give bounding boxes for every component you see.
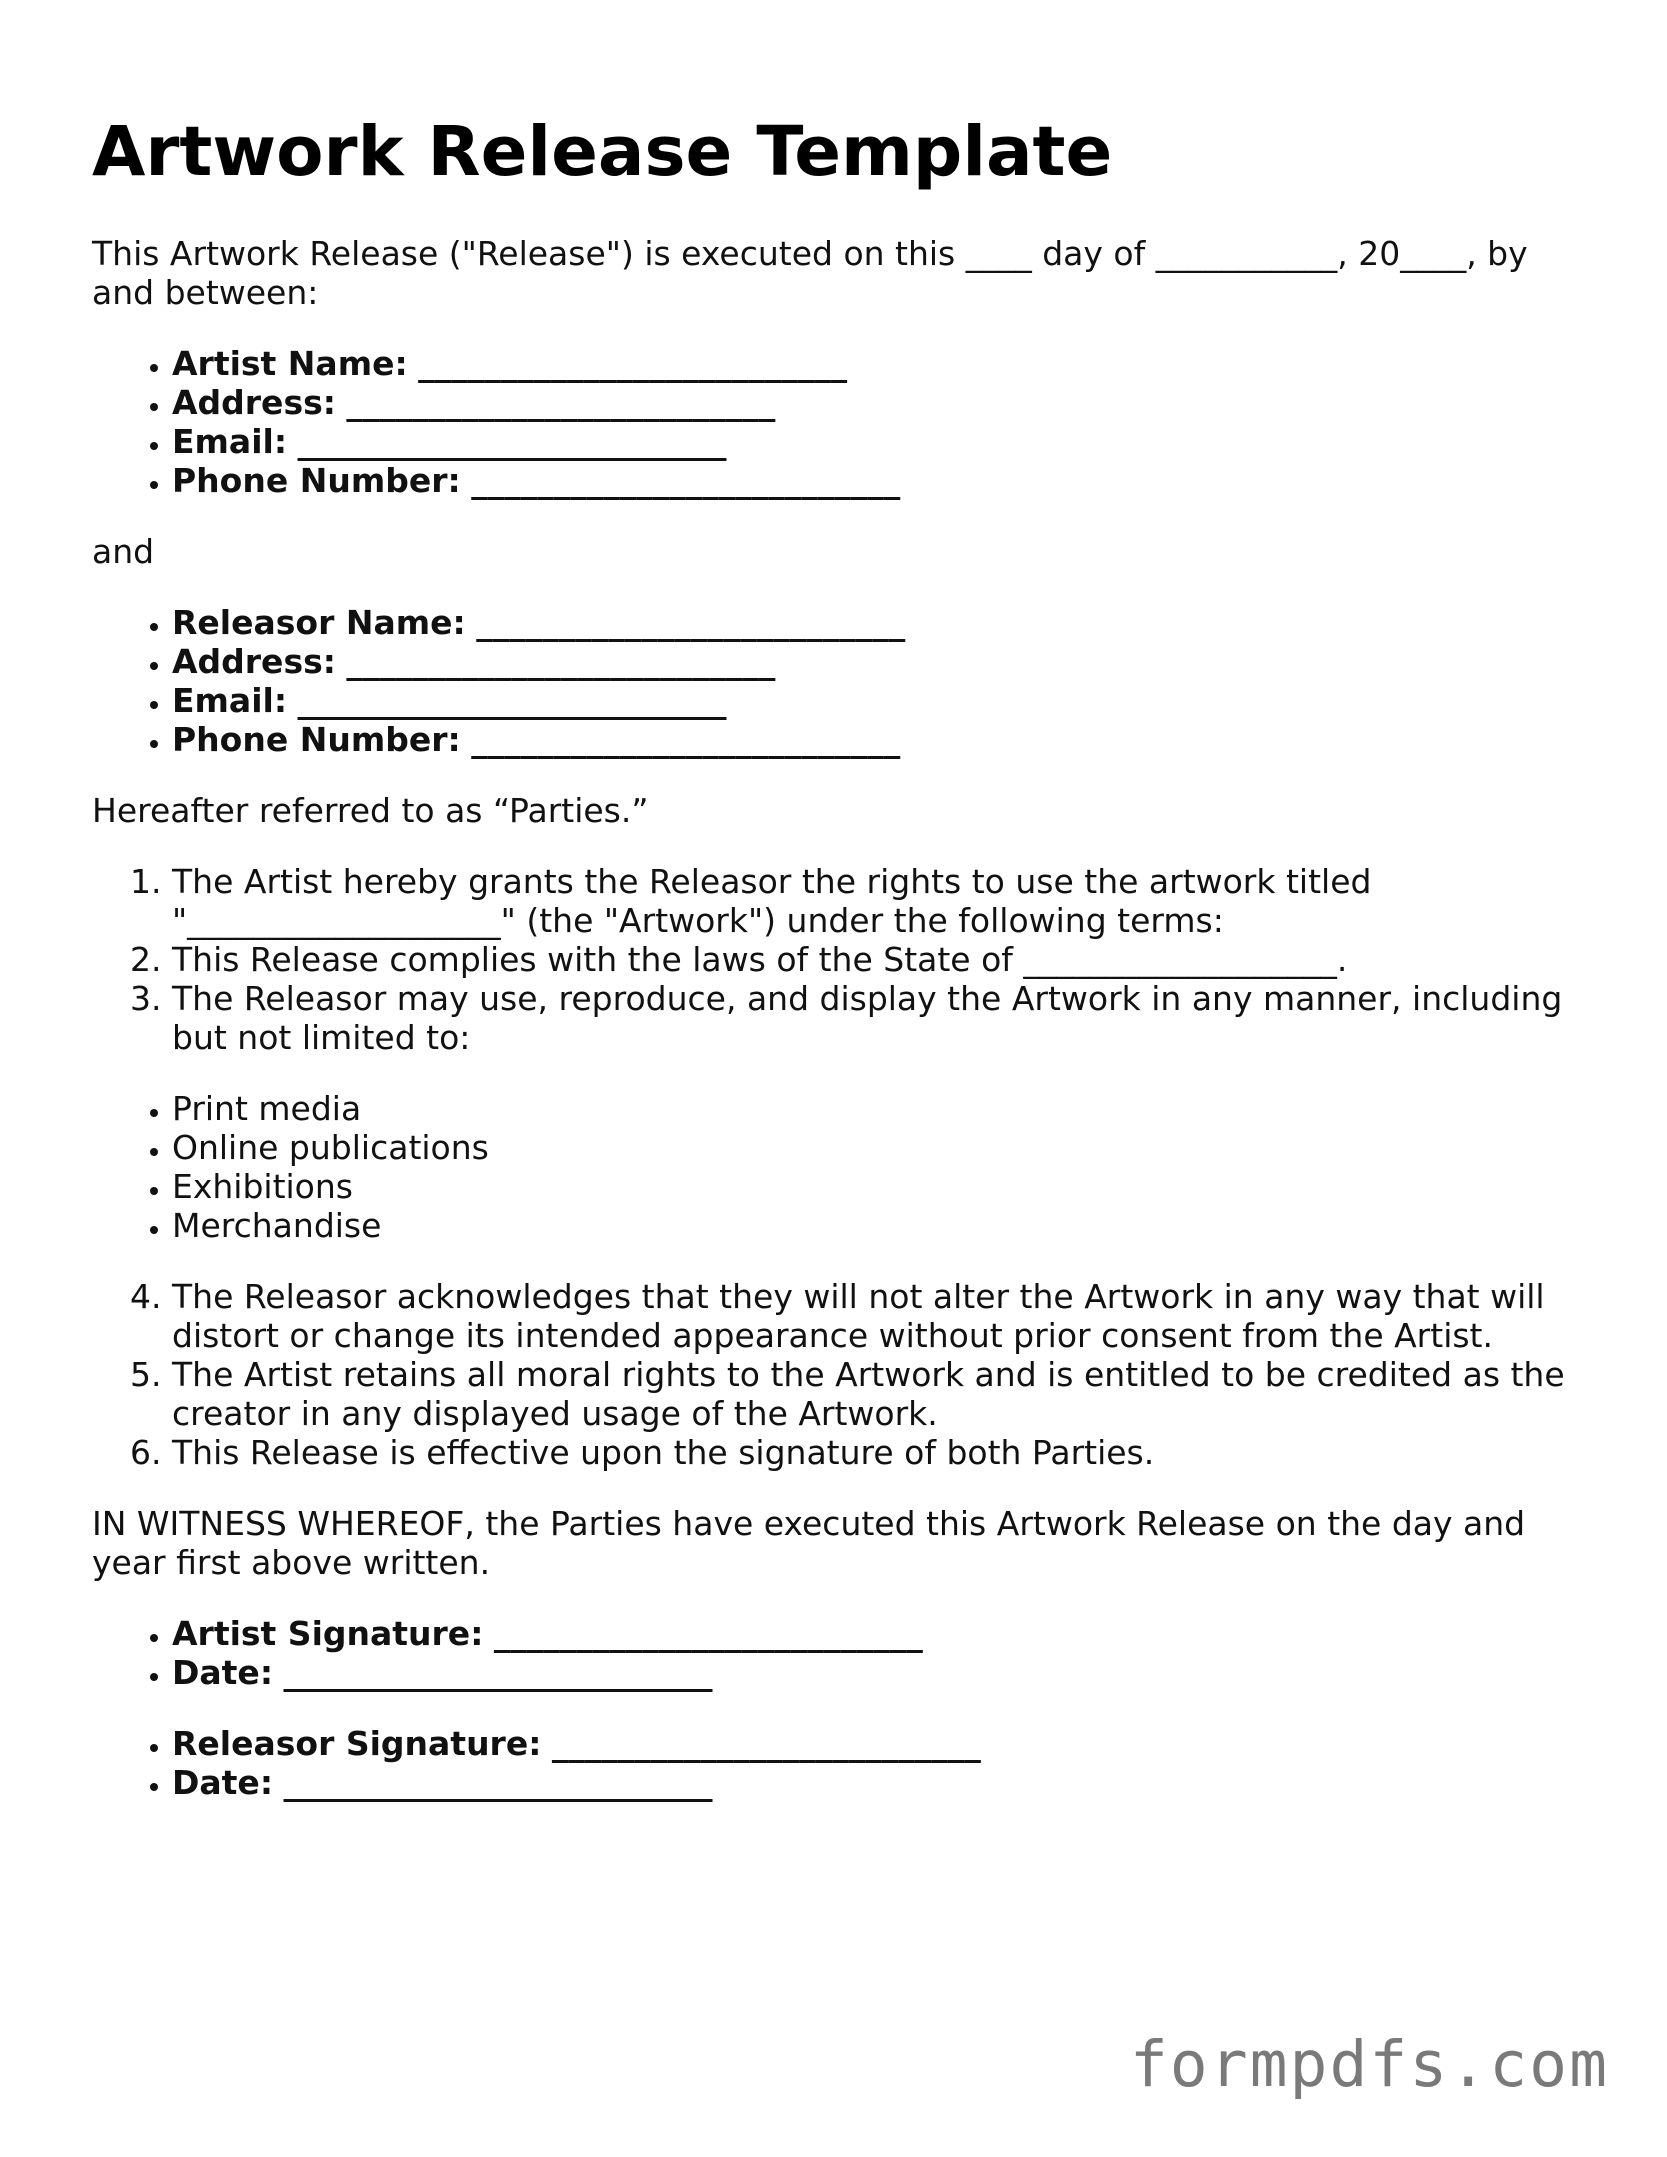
- use-item: • Print media: [172, 1089, 1592, 1128]
- artist-details-list: [92, 344, 1592, 500]
- term-item: 3. The Releasor may use, reproduce, and display the Artwork in any manner, including but not limited to:: [172, 979, 1592, 1057]
- term-item: 2. This Release complies with the laws of the State of ___________________.: [172, 940, 1592, 979]
- field-blank: __________________________: [283, 1653, 713, 1692]
- terms-list-first: [92, 862, 1592, 1057]
- term-item: 5. The Artist retains all moral rights to the Artwork and is entitled to be credited as the creator in any displayed usage of the Artwork.: [172, 1355, 1592, 1433]
- field-label: Phone Number:: [172, 720, 461, 759]
- releasor-name-item: [172, 603, 1592, 642]
- field-blank: __________________________: [471, 720, 901, 759]
- field-label: Date:: [172, 1763, 274, 1802]
- uses-list: [92, 1089, 1592, 1245]
- releasor-details-list: [92, 603, 1592, 759]
- artist-date-item: [172, 1653, 1592, 1692]
- releasor-address-item: [172, 642, 1592, 681]
- artist-phone-item: [172, 461, 1592, 500]
- and-text: and: [92, 532, 155, 571]
- field-label: Releasor Signature:: [172, 1724, 542, 1763]
- releasor-date-item: [172, 1763, 1592, 1802]
- intro-paragraph: This Artwork Release ("Release") is executed on this ____ day of ___________, 20____, by and between:: [92, 234, 1528, 312]
- field-blank: __________________________: [493, 1614, 923, 1653]
- field-blank: __________________________: [476, 603, 906, 642]
- use-item: • Exhibitions: [172, 1167, 1592, 1206]
- field-label: Artist Signature:: [172, 1614, 484, 1653]
- document-page: [92, 112, 1592, 1834]
- field-label: Email:: [172, 681, 288, 720]
- field-label: Artist Name:: [172, 344, 408, 383]
- term-item: 4. The Releasor acknowledges that they will not alter the Artwork in any way that will distort or change its intended appearance without prior consent from the Artist.: [172, 1277, 1592, 1355]
- artist-signature-list: [92, 1614, 1592, 1692]
- field-blank: __________________________: [346, 642, 776, 681]
- field-blank: __________________________: [346, 383, 776, 422]
- field-label: Releasor Name:: [172, 603, 466, 642]
- artist-signature-item: [172, 1614, 1592, 1653]
- terms-list-second: [92, 1277, 1592, 1472]
- field-blank: __________________________: [551, 1724, 981, 1763]
- field-blank: __________________________: [297, 422, 727, 461]
- field-blank: __________________________: [283, 1763, 713, 1802]
- watermark-text: formpdfs.com: [1129, 2028, 1609, 2101]
- releasor-signature-item: [172, 1724, 1592, 1763]
- releasor-email-item: [172, 681, 1592, 720]
- field-label: Phone Number:: [172, 461, 461, 500]
- field-blank: __________________________: [297, 681, 727, 720]
- use-item: • Merchandise: [172, 1206, 1592, 1245]
- artist-email-item: [172, 422, 1592, 461]
- term-item: 1. The Artist hereby grants the Releasor the rights to use the artwork titled "___________________" (the "Artwork") under the following terms:: [172, 862, 1592, 940]
- field-label: Address:: [172, 642, 336, 681]
- artist-name-item: [172, 344, 1592, 383]
- field-blank: __________________________: [471, 461, 901, 500]
- term-item: 6. This Release is effective upon the signature of both Parties.: [172, 1433, 1592, 1472]
- releasor-phone-item: [172, 720, 1592, 759]
- witness-paragraph: IN WITNESS WHEREOF, the Parties have executed this Artwork Release on the day and year first above written.: [92, 1504, 1526, 1582]
- releasor-signature-list: [92, 1724, 1592, 1802]
- use-item: • Online publications: [172, 1128, 1592, 1167]
- field-label: Address:: [172, 383, 336, 422]
- artist-address-item: [172, 383, 1592, 422]
- parties-paragraph: Hereafter referred to as “Parties.”: [92, 791, 649, 830]
- field-blank: __________________________: [418, 344, 848, 383]
- field-label: Email:: [172, 422, 288, 461]
- field-label: Date:: [172, 1653, 274, 1692]
- page-title: Artwork Release Template: [92, 112, 1113, 192]
